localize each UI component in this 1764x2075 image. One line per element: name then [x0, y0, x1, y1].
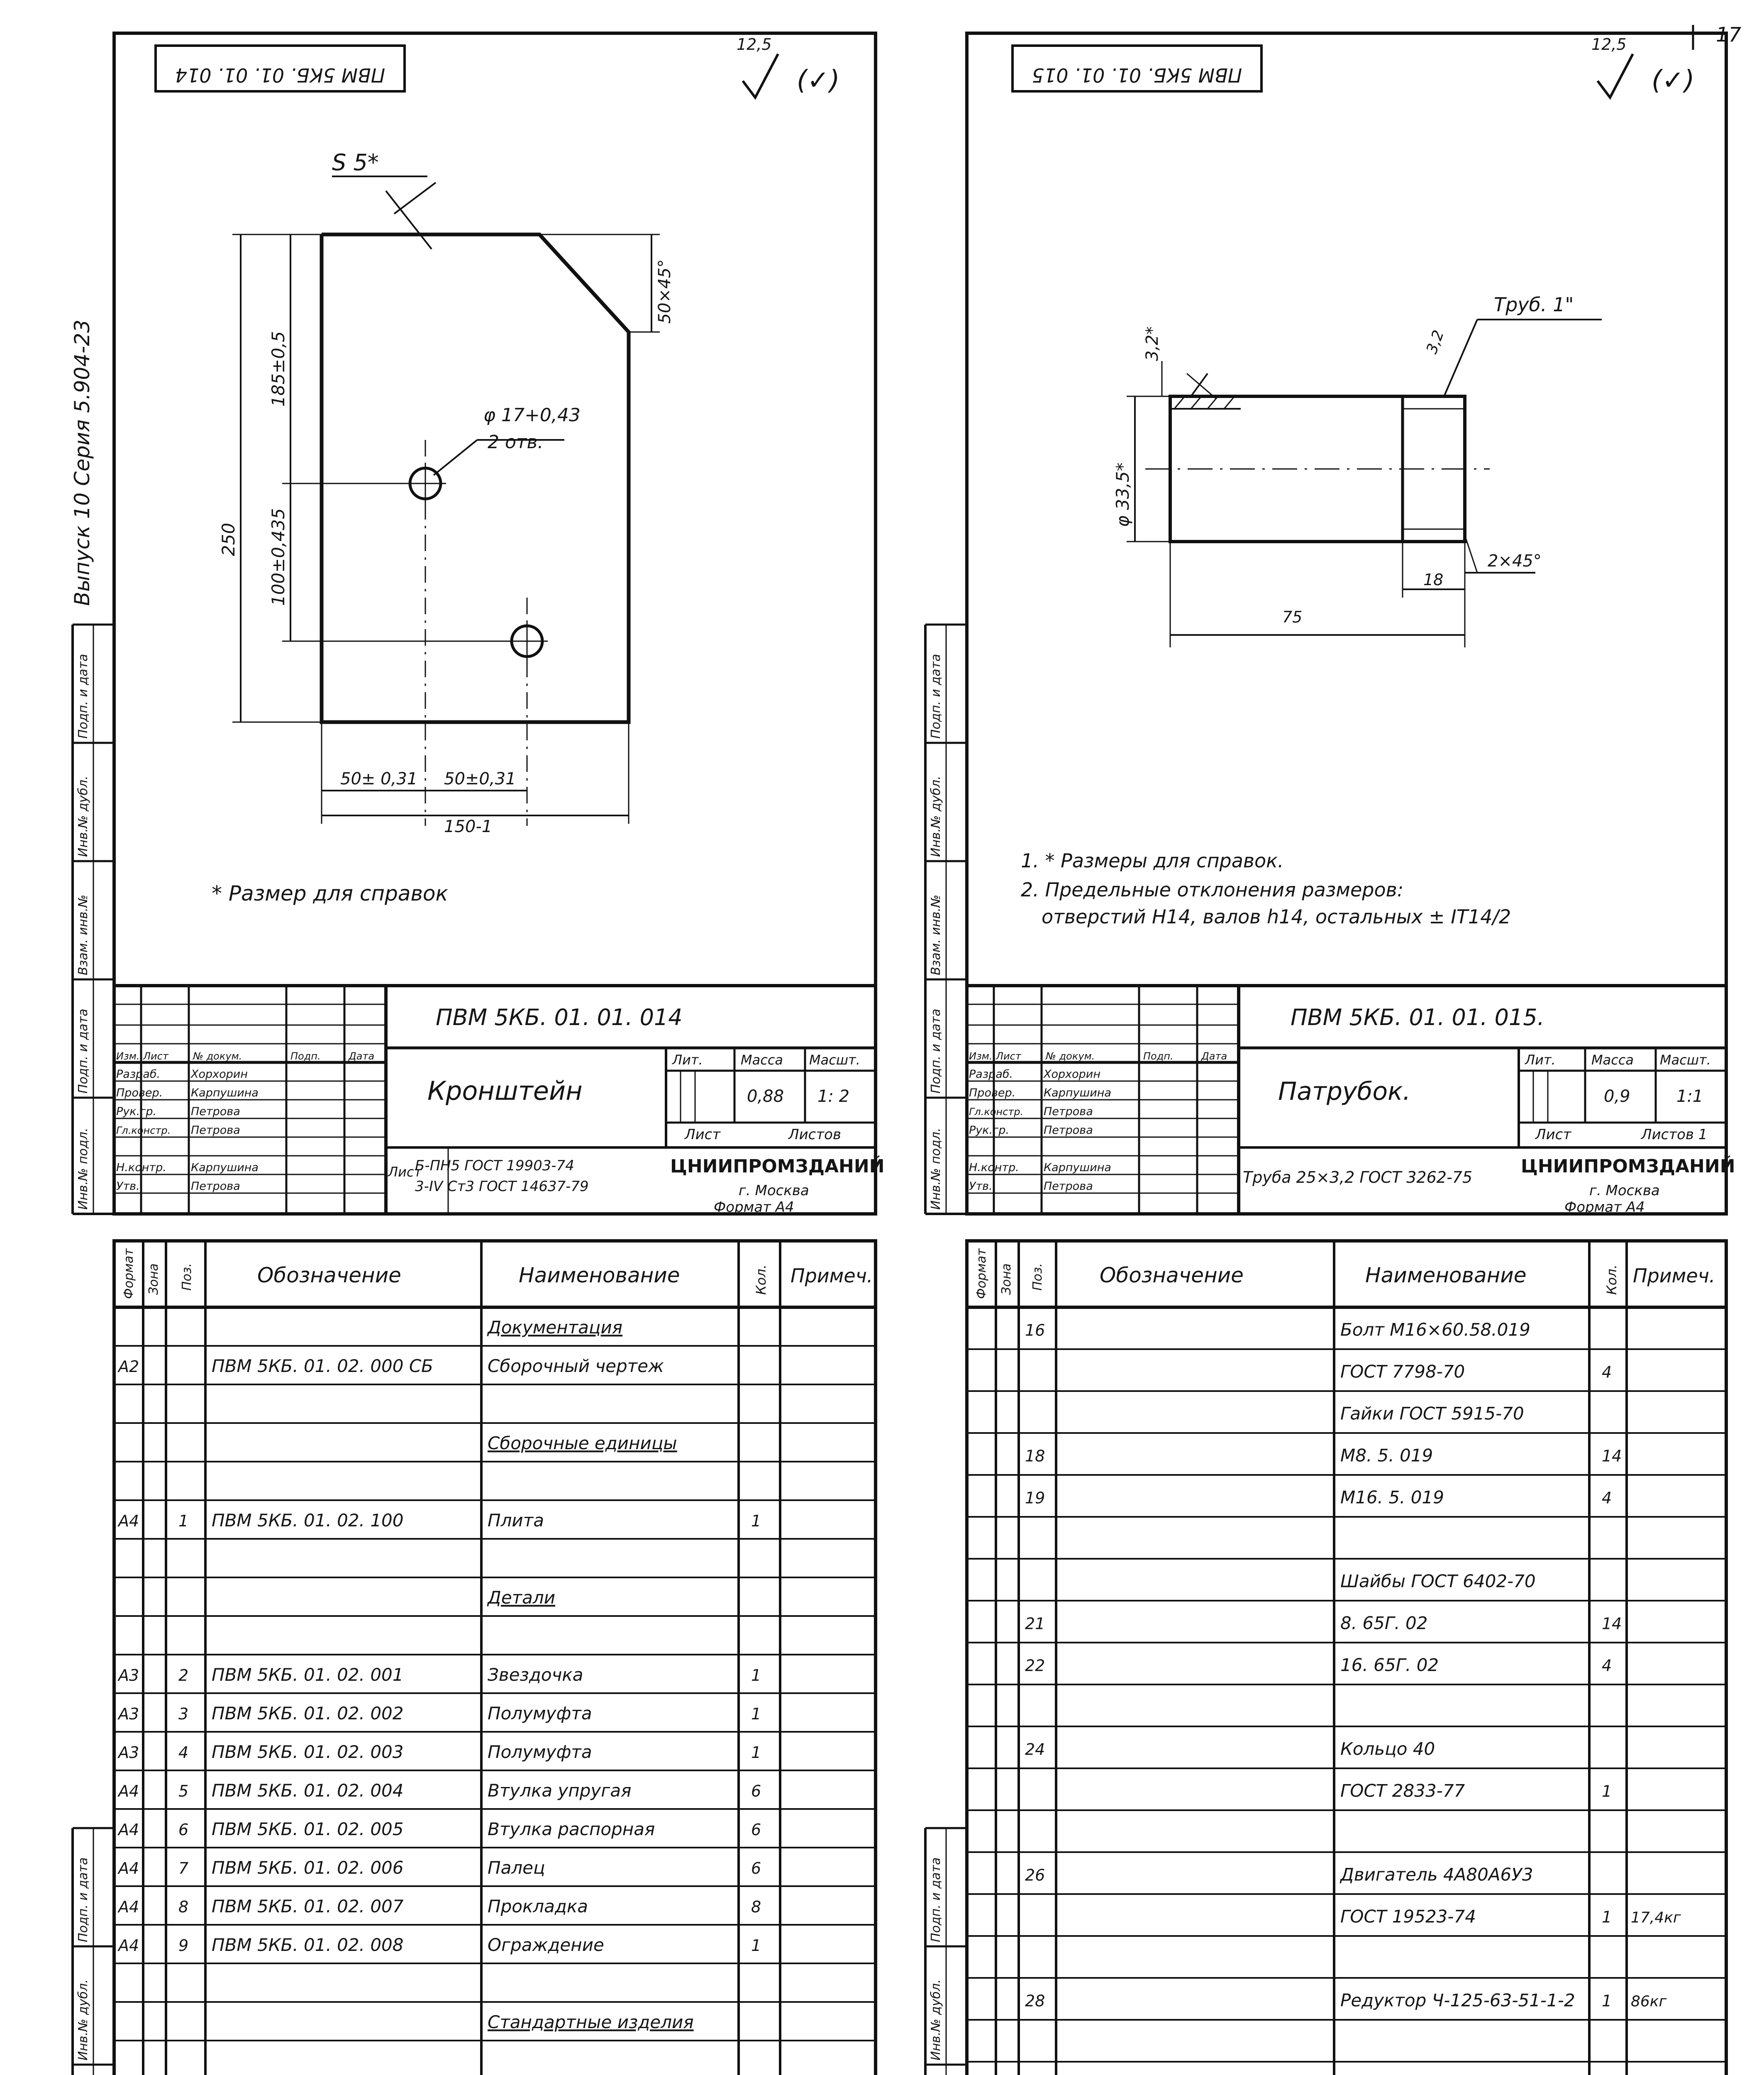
sheets-label-1: Листов: [788, 1126, 842, 1143]
hdr-sign-1: Подп.: [290, 1050, 321, 1062]
spec-cell-name: Звездочка: [488, 1665, 583, 1685]
col-qty: Кол.: [753, 1265, 769, 1295]
spec-cell-pos: 16: [1025, 1321, 1045, 1340]
spec-cell-designation: ПВМ 5КБ. 01. 02. 100: [212, 1510, 404, 1531]
person-role: Провер.: [116, 1086, 163, 1099]
material-line-2: 3-IV Ст3 ГОСТ 14637-79: [415, 1178, 589, 1195]
spec-cell-designation: ПВМ 5КБ. 01. 02. 006: [212, 1858, 404, 1878]
col-designation: Обозначение: [1100, 1263, 1244, 1287]
spec-cell-qty: 1: [751, 1666, 761, 1685]
spec-cell-pos: 21: [1025, 1614, 1045, 1633]
person-name: Петрова: [191, 1105, 240, 1118]
spec-cell-qty: 8: [751, 1898, 761, 1916]
spec-cell-name: Детали: [488, 1587, 555, 1608]
spec-cell-format: А3: [118, 1743, 139, 1762]
col-qty: Кол.: [1604, 1265, 1620, 1295]
spec-cell-name: Кольцо 40: [1340, 1738, 1435, 1759]
spec-cell-qty: 4: [1602, 1363, 1612, 1382]
dim-total: 250: [218, 522, 239, 556]
spec-cell-pos: 8: [178, 1898, 189, 1916]
spec-cell-name: Двигатель 4А80А6У3: [1340, 1864, 1533, 1885]
title-code-1: ПВМ 5КБ. 01. 01. 014: [436, 1004, 683, 1030]
person-role: Утв.: [969, 1180, 993, 1193]
note-line: 2. Предельные отклонения размеров:: [1021, 879, 1404, 901]
hdr-doc-1: № докум.: [193, 1050, 242, 1062]
material-2: Труба 25×3,2 ГОСТ 3262-75: [1243, 1168, 1473, 1186]
spec-cell-format: А4: [118, 1782, 139, 1801]
spec-cell-name: 16. 65Г. 02: [1340, 1655, 1439, 1675]
spec-cell-pos: 5: [178, 1782, 189, 1801]
hdr-izm-1: Изм.: [116, 1050, 140, 1062]
spec-cell-name: Стандартные изделия: [488, 2012, 694, 2033]
side-col: Подп. и дата: [929, 1857, 943, 1942]
person-role: Рук.гр.: [116, 1105, 157, 1118]
note-reference: * Размер для справок: [212, 881, 448, 906]
col-designation: Обозначение: [257, 1263, 401, 1287]
person-role: Н.контр.: [969, 1161, 1019, 1174]
mirror-code-2: ПВМ 5КБ. 01. 01. 015: [1032, 64, 1242, 86]
spec-cell-designation: ПВМ 5КБ. 01. 02. 002: [212, 1703, 404, 1724]
title-name-1: Кронштейн: [427, 1076, 583, 1106]
col-format: Формат: [974, 1248, 989, 1299]
spec-cell-name: Прокладка: [488, 1896, 588, 1917]
spec-cell-name: Плита: [488, 1510, 544, 1531]
col-note: Примеч.: [791, 1265, 873, 1287]
spec-cell-qty: 1: [1602, 1992, 1612, 2010]
person-name: Карпушина: [191, 1086, 259, 1099]
spec-cell-note: 17,4кг: [1631, 1909, 1681, 1926]
dim-pipe: Труб. 1": [1494, 293, 1574, 316]
side-col: Подп. и дата: [76, 1008, 90, 1094]
person-role: Н.контр.: [116, 1161, 166, 1174]
spec-cell-designation: ПВМ 5КБ. 01. 02. 001: [212, 1665, 404, 1685]
spec-cell-designation: ПВМ 5КБ. 01. 02. 004: [212, 1780, 404, 1801]
material-line-1: Б-ПН5 ГОСТ 19903-74: [415, 1157, 574, 1174]
spec-cell-name: ГОСТ 2833-77: [1340, 1780, 1465, 1801]
person-name: Хорхорин: [1044, 1068, 1100, 1081]
dim-wall: 3,2*: [1143, 326, 1162, 361]
spec-cell-qty: 1: [751, 1705, 761, 1723]
person-name: Петрова: [1044, 1105, 1093, 1118]
dim-thread-len: 18: [1423, 571, 1444, 589]
hdr-list-2: Лист: [996, 1050, 1021, 1062]
spec-cell-name: Сборочный чертеж: [488, 1356, 664, 1377]
spec-cell-pos: 6: [178, 1821, 189, 1839]
col-note: Примеч.: [1633, 1265, 1715, 1287]
spec-cell-pos: 3: [178, 1705, 189, 1723]
person-role: Рук.гр.: [969, 1124, 1010, 1137]
person-name: Хорхорин: [191, 1068, 248, 1081]
hdr-izm-2: Изм.: [969, 1050, 993, 1062]
dim-thread: 3,2: [1423, 328, 1448, 356]
scale-value-2: 1:1: [1676, 1087, 1703, 1106]
spec-cell-pos: 24: [1025, 1740, 1045, 1759]
col-format: Формат: [122, 1248, 136, 1299]
spec-cell-designation: ПВМ 5КБ. 01. 02. 000 СБ: [212, 1356, 433, 1377]
spec-cell-name: 8. 65Г. 02: [1340, 1613, 1428, 1633]
sheets-label-2: Листов 1: [1641, 1126, 1708, 1143]
city-2: г. Москва: [1589, 1182, 1660, 1199]
spec-cell-note: 86кг: [1631, 1993, 1667, 2010]
spec-cell-name: ГОСТ 7798-70: [1340, 1361, 1465, 1382]
scale-label-2: Масшт.: [1660, 1052, 1711, 1068]
scale-value-1: 1: 2: [817, 1087, 850, 1106]
format-1: Формат А4: [714, 1199, 794, 1216]
title-name-2: Патрубок.: [1278, 1077, 1411, 1106]
org-2: ЦНИИПРОМЗДАНИЙ: [1521, 1156, 1735, 1177]
dim-chamfer-2: 2×45°: [1488, 552, 1542, 571]
spec-cell-format: А3: [118, 1666, 139, 1685]
dim-hole: φ 17+0,43: [483, 405, 581, 426]
mass-value-2: 0,9: [1604, 1087, 1630, 1106]
spec-cell-designation: ПВМ 5КБ. 01. 02. 008: [212, 1935, 404, 1955]
person-name: Петрова: [1044, 1180, 1093, 1193]
hdr-list-1: Лист: [143, 1050, 168, 1062]
scale-label-1: Масшт.: [809, 1052, 860, 1068]
spec-cell-name: Шайбы ГОСТ 6402-70: [1340, 1571, 1536, 1592]
spec-cell-name: Документация: [488, 1317, 623, 1338]
spec-cell-designation: ПВМ 5КБ. 01. 02. 005: [212, 1819, 404, 1840]
mirror-code-1: ПВМ 5КБ. 01. 01. 014: [175, 64, 385, 86]
person-role: Гл.констр.: [116, 1125, 171, 1136]
spec-cell-qty: 4: [1602, 1656, 1612, 1675]
spec-cell-format: А2: [118, 1357, 139, 1376]
person-name: Петрова: [1044, 1124, 1093, 1137]
dim-h2: 50±0,31: [444, 769, 516, 788]
org-1: ЦНИИПРОМЗДАНИЙ: [670, 1156, 885, 1177]
title-code-2: ПВМ 5КБ. 01. 01. 015.: [1291, 1004, 1544, 1030]
side-col: Инв.№ дубл.: [929, 1979, 943, 2060]
spec-cell-name: Редуктор Ч-125-63-51-1-2: [1340, 1990, 1575, 2011]
spec-cell-pos: 1: [178, 1512, 189, 1531]
dim-length: 75: [1282, 608, 1303, 626]
dim-width: 150-1: [444, 817, 493, 836]
sheet-pipe: [925, 33, 1726, 1214]
lit-label-2: Лит.: [1525, 1052, 1556, 1068]
spec-cell-pos: 2: [178, 1666, 189, 1685]
spec-cell-name: Полумуфта: [488, 1742, 592, 1763]
roughness-value-2: 12,5: [1591, 35, 1627, 54]
col-name: Наименование: [1365, 1263, 1527, 1287]
spec-cell-name: Втулка упругая: [488, 1780, 632, 1801]
spec-cell-qty: 14: [1602, 1614, 1622, 1633]
person-role: Гл.констр.: [969, 1106, 1024, 1118]
spec-cell-name: Сборочные единицы: [488, 1433, 677, 1454]
spec-cell-pos: 18: [1025, 1447, 1045, 1465]
spec-cell-name: М8. 5. 019: [1340, 1445, 1433, 1466]
spec-cell-name: Ограждение: [488, 1935, 604, 1955]
dim-diameter: φ 33,5*: [1113, 462, 1133, 527]
side-col: Подп. и дата: [76, 1857, 90, 1942]
side-col: Инв.№ дубл.: [76, 776, 90, 857]
side-col: Инв.№ дубл.: [76, 1979, 90, 2060]
person-name: Карпушина: [191, 1161, 259, 1174]
mass-label-1: Масса: [741, 1052, 783, 1068]
roughness-symbol-2: (✓): [1652, 65, 1695, 96]
side-col: Инв.№ подл.: [929, 1128, 943, 1210]
hdr-sign-2: Подп.: [1143, 1050, 1174, 1062]
note-line: 1. * Размеры для справок.: [1021, 850, 1284, 872]
col-zone: Зона: [146, 1263, 161, 1295]
side-col: Подп. и дата: [76, 654, 90, 739]
person-name: Карпушина: [1044, 1086, 1111, 1099]
spec-cell-name: М16. 5. 019: [1340, 1487, 1444, 1508]
dim-v2: 100±0,435: [268, 508, 288, 606]
dim-chamfer: 50×45°: [655, 259, 674, 324]
spec-cell-qty: 14: [1602, 1447, 1622, 1465]
person-name: Карпушина: [1044, 1161, 1111, 1174]
spec-cell-name: Палец: [488, 1858, 545, 1878]
format-2: Формат А4: [1564, 1199, 1645, 1216]
dim-hole-count: 2 отв.: [488, 432, 544, 453]
city-1: г. Москва: [739, 1182, 809, 1199]
spec-cell-qty: 6: [751, 1821, 761, 1839]
col-pos: Поз.: [180, 1263, 194, 1291]
roughness-symbol-1: (✓): [797, 65, 840, 96]
side-col: Инв.№ подл.: [76, 1128, 90, 1210]
mass-value-1: 0,88: [747, 1087, 784, 1106]
col-zone: Зона: [999, 1263, 1014, 1295]
hdr-date-1: Дата: [349, 1050, 375, 1062]
spec-cell-qty: 6: [751, 1782, 761, 1801]
spec-cell-qty: 1: [1602, 1908, 1612, 1926]
spec-cell-format: А4: [118, 1821, 139, 1839]
spec-cell-qty: 1: [1602, 1782, 1612, 1801]
material-label-1: Лист: [388, 1164, 422, 1180]
side-col: Подп. и дата: [929, 654, 943, 739]
spec-cell-qty: 1: [751, 1936, 761, 1955]
spec-cell-name: Полумуфта: [488, 1703, 592, 1724]
page-number: 17: [1716, 23, 1742, 46]
spec-cell-format: А3: [118, 1705, 139, 1723]
hdr-date-2: Дата: [1201, 1050, 1227, 1062]
spec-cell-name: ГОСТ 19523-74: [1340, 1906, 1476, 1927]
spec-cell-pos: 7: [178, 1859, 189, 1878]
spec-cell-designation: ПВМ 5КБ. 01. 02. 007: [212, 1896, 404, 1917]
sheet-label-2: Лист: [1535, 1126, 1571, 1143]
spec-cell-designation: ПВМ 5КБ. 01. 02. 003: [212, 1742, 404, 1763]
spec-cell-pos: 19: [1025, 1489, 1045, 1507]
note-line: отверстий Н14, валов h14, остальных ± IT14/2: [1042, 906, 1511, 928]
person-name: Петрова: [191, 1180, 240, 1193]
side-series: Выпуск 10 Серия 5.904-23: [70, 320, 94, 606]
spec-cell-pos: 26: [1025, 1866, 1045, 1885]
spec-cell-name: Гайки ГОСТ 5915-70: [1340, 1403, 1524, 1424]
person-role: Утв.: [116, 1180, 140, 1193]
col-name: Наименование: [519, 1263, 680, 1287]
person-name: Петрова: [191, 1124, 240, 1137]
spec-cell-qty: 4: [1602, 1489, 1612, 1507]
side-col: Инв.№ дубл.: [929, 776, 943, 857]
lit-label-1: Лит.: [672, 1052, 703, 1068]
dim-v1: 185±0,5: [268, 331, 288, 407]
person-role: Провер.: [969, 1086, 1016, 1099]
sheet-bracket: [73, 33, 876, 1214]
col-pos: Поз.: [1030, 1263, 1045, 1291]
side-col: Взам. инв.№: [76, 894, 90, 975]
person-role: Разраб.: [116, 1068, 161, 1081]
spec-cell-pos: 22: [1025, 1656, 1045, 1675]
spec-cell-name: Втулка распорная: [488, 1819, 655, 1840]
side-col: Подп. и дата: [929, 1008, 943, 1094]
sheet-bracket-text: [70, 35, 885, 1216]
dim-h1: 50± 0,31: [340, 769, 418, 788]
sheet-label-1: Лист: [685, 1126, 721, 1143]
spec-cell-format: А4: [118, 1936, 139, 1955]
spec-cell-format: А4: [118, 1859, 139, 1878]
spec-cell-name: Болт М16×60.58.019: [1340, 1319, 1530, 1340]
person-role: Разраб.: [969, 1068, 1013, 1081]
spec-cell-qty: 6: [751, 1859, 761, 1878]
spec-cell-qty: 1: [751, 1512, 761, 1531]
spec-sheet-2-text: [929, 1248, 1715, 2075]
roughness-value-1: 12,5: [737, 35, 772, 54]
spec-cell-pos: 28: [1025, 1992, 1045, 2010]
spec-cell-format: А4: [118, 1512, 139, 1531]
spec-cell-pos: 4: [178, 1743, 189, 1762]
mass-label-2: Масса: [1591, 1052, 1634, 1068]
sheet-pipe-text: [929, 35, 1735, 1216]
spec-cell-pos: 9: [178, 1936, 189, 1955]
spec-cell-qty: 1: [751, 1743, 761, 1762]
side-col: Взам. инв.№: [929, 894, 943, 975]
spec-cell-format: А4: [118, 1898, 139, 1916]
dim-thickness: S 5*: [332, 149, 379, 176]
hdr-doc-2: № докум.: [1046, 1050, 1095, 1062]
